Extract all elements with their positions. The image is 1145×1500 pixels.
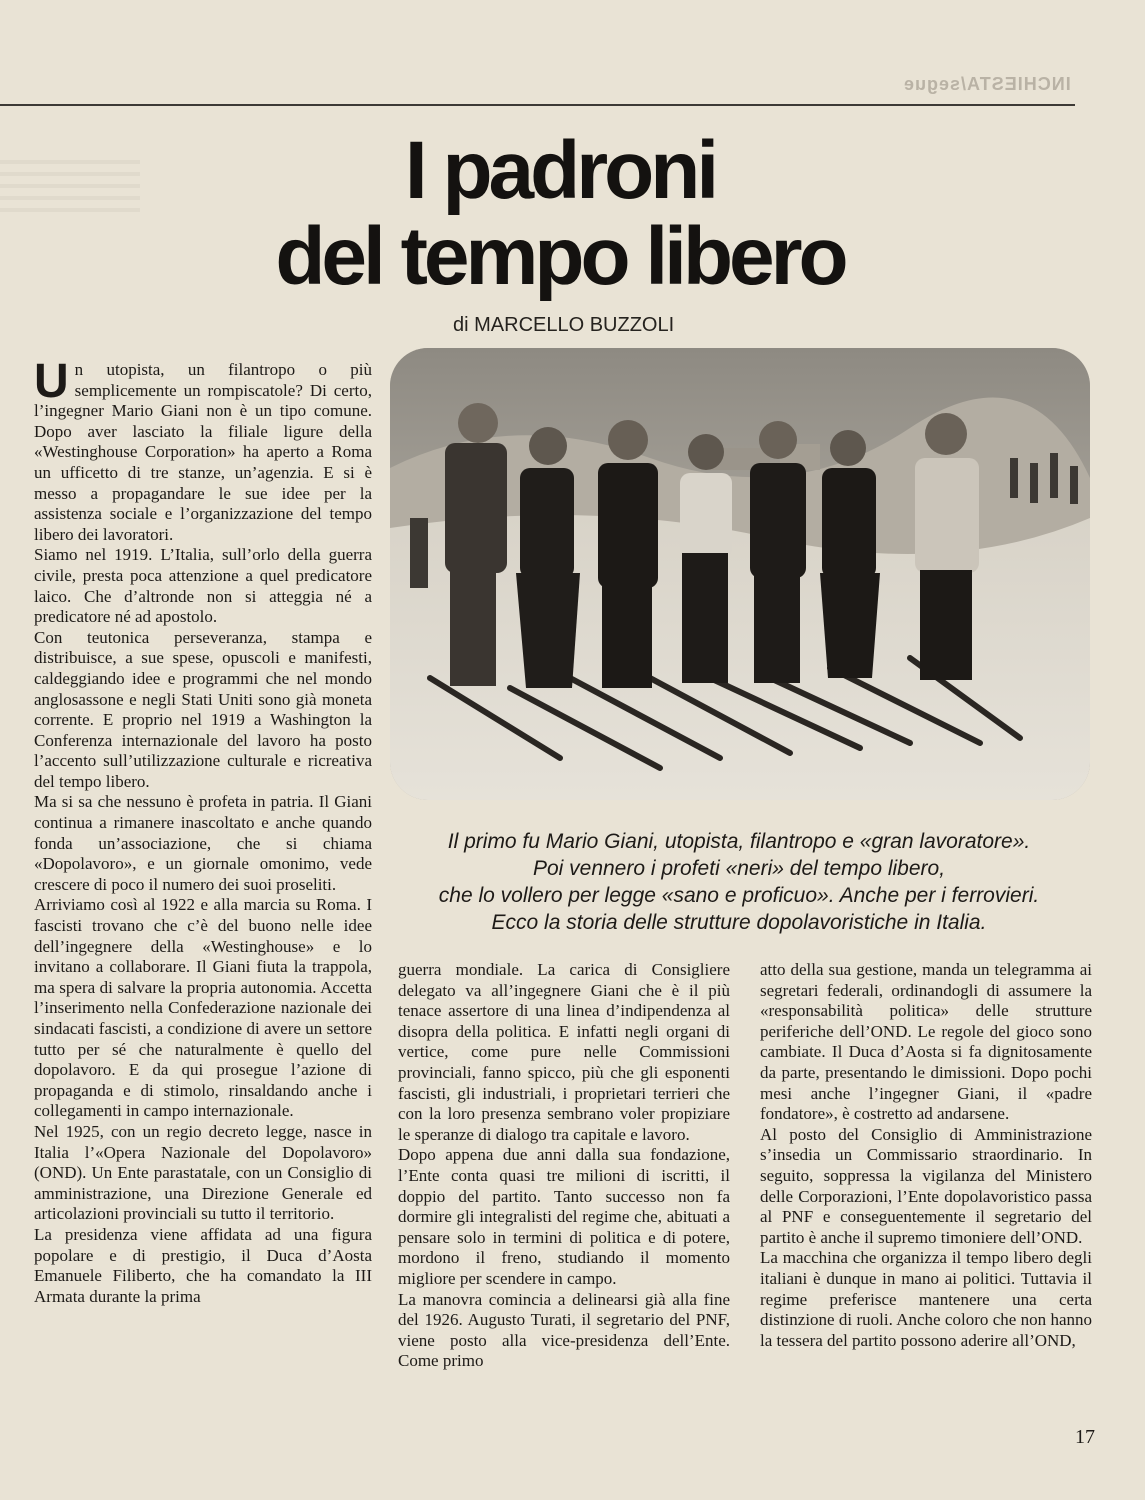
article-title xyxy=(200,125,920,302)
paragraph: La manovra comincia a delinearsi già alla fine del 1926. Augusto Turati, il segretario del PNF, viene posto alla vice-presidenza dell’Ente. Come primo xyxy=(398,1289,730,1371)
page-number: 17 xyxy=(1075,1426,1095,1448)
text-column-2 xyxy=(398,960,730,1372)
byline: di MARCELLO BUZZOLI xyxy=(453,314,675,336)
paragraph: Al posto del Consiglio di Amministrazione s’insedia un Commissario straordinario. In seguito, soppressa la vigilanza del Ministero delle Corporazioni, l’Ente dopolavoristico passa al PNF e conseguentemente il segretario del partito è anche il supremo timoniere dell’OND. xyxy=(760,1124,1092,1247)
paragraph: Dopo appena due anni dalla sua fondazione, l’Ente conta quasi tre milioni di iscritti, il doppio del partito. Tanto successo non fa dormire gli integralisti del regime che, abituati a pensare solo in termini di politica e di potere, mordono il freno, studiando il momento migliore per scendere in campo. xyxy=(398,1145,730,1288)
paragraph: La presidenza viene affidata ad una figura popolare e di prestigio, il Duca d’Aosta Emanuele Filiberto, che ha comandato la III Armata durante la prima xyxy=(34,1224,372,1306)
paragraph: Ma si sa che nessuno è profeta in patria. Il Giani continua a rimanere inascoltato e anche quando fonda un’associazione, che si chiama «Dopolavoro», e un giornale omonimo, vede crescere di poco il numero dei suoi proseliti. xyxy=(34,792,372,894)
paragraph-text: n utopista, un filantropo o più semplicemente un rompiscatole? Di certo, l’ingegner Mario Giani non è un tipo comune. Dopo aver lasciato la filiale ligure della «Westinghouse Corporation» ha aperto a Roma un ufficetto di tre stanze, un’agenzia. E si è messo a propagandare le sue idee per la assistenza sociale e l’organizzazione del tempo libero dei lavoratori. xyxy=(34,360,372,544)
caption-line: Ecco la storia delle strutture dopolavoristiche in Italia. xyxy=(491,911,987,934)
title-line-1: I padroni xyxy=(404,125,716,216)
paragraph: Arriviamo così al 1922 e alla marcia su Roma. I fascisti trovano che c’è del buono nelle idee dell’ingegnere della «Westinghouse» e lo invitano a collaborare. Il Giani fiuta la trappola, ma spera di salvare la propria autonomia. Accetta l’inserimento nella Confederazione nazionale dei sindacati fascisti, a condizione di avere un settore tutto per sé che naturalmente è quello del dopolavoro. E da qui prosegue l’azione di propaganda e di stimolo, rinsaldando anche i collegamenti in campo internazionale. xyxy=(34,895,372,1121)
top-rule xyxy=(0,104,1075,106)
caption-line: Il primo fu Mario Giani, utopista, filantropo e «gran lavoratore». xyxy=(447,830,1031,853)
paragraph: La macchina che organizza il tempo libero degli italiani è dunque in mano ai politici. Tuttavia il regime preferisce mantenere una certa distinzione di ruoli. Anche coloro che non hanno la tessera del partito possono aderire all’OND, xyxy=(760,1248,1092,1350)
paragraph: Nel 1925, con un regio decreto legge, nasce in Italia l’«Opera Nazionale del Dopolavoro» (OND). Un Ente parastatale, con un Consiglio di amministrazione, una Direzione Generale ed articolazioni provinciali su tutto il territorio. xyxy=(34,1121,372,1224)
paragraph: atto della sua gestione, manda un telegramma ai segretari federali, ordinandogli di assumere la «responsabilità politica» delle strutture periferiche dell’OND. Le regole del gioco sono cambiate. Il Duca d’Aosta si fa dignitosamente da parte, presentando le dimissioni. Dopo pochi mesi anche l’ingegner Giani, il «padre fondatore», è costretto ad andarsene. xyxy=(760,960,1092,1124)
paragraph: Con teutonica perseveranza, stampa e distribuisce, a sue spese, opuscoli e manifesti, caldeggiando idee e programmi che nel mondo anglosassone e negli Stati Uniti sono già moneta corrente. E proprio nel 1919 a Washington la Conferenza internazionale del lavoro ha posto l’accento sull’utilizzazione culturale e ricreativa del tempo libero. xyxy=(34,627,372,791)
photo-caption xyxy=(384,828,1094,936)
paragraph: Siamo nel 1919. L’Italia, sull’orlo della guerra civile, presta poca attenzione a quel predicatore laico. Che d’altronde non si atteggia né a predicatore né ad apostolo. xyxy=(34,545,372,627)
ski-group-photo xyxy=(390,348,1090,800)
paragraph xyxy=(34,355,372,545)
caption-line: Poi vennero i profeti «neri» del tempo libero, xyxy=(532,857,946,880)
photo-illustration xyxy=(390,348,1090,800)
drop-cap: U xyxy=(34,355,69,408)
bleed-through-shadow xyxy=(0,160,140,220)
caption-line: che lo vollero per legge «sano e proficuo». Anche per i ferrovieri. xyxy=(438,884,1040,907)
section-header-bleed: INCHIESTA/segue xyxy=(903,74,1071,94)
paragraph: guerra mondiale. La carica di Consigliere delegato va all’ingegnere Giani che è il più tenace assertore di una linea d’indipendenza al disopra della politica. E infatti negli organi di vertice, come pure nelle Commissioni provinciali, fanno spicco, più che gli esponenti fascisti, gli industriali, i proprietari terrieri che con la loro presenza sembrano voler propiziare le speranze di dialogo tra capitale e lavoro. xyxy=(398,960,730,1144)
text-column-1 xyxy=(34,355,372,1307)
text-column-3 xyxy=(760,960,1092,1351)
title-line-2: del tempo libero xyxy=(275,211,845,302)
